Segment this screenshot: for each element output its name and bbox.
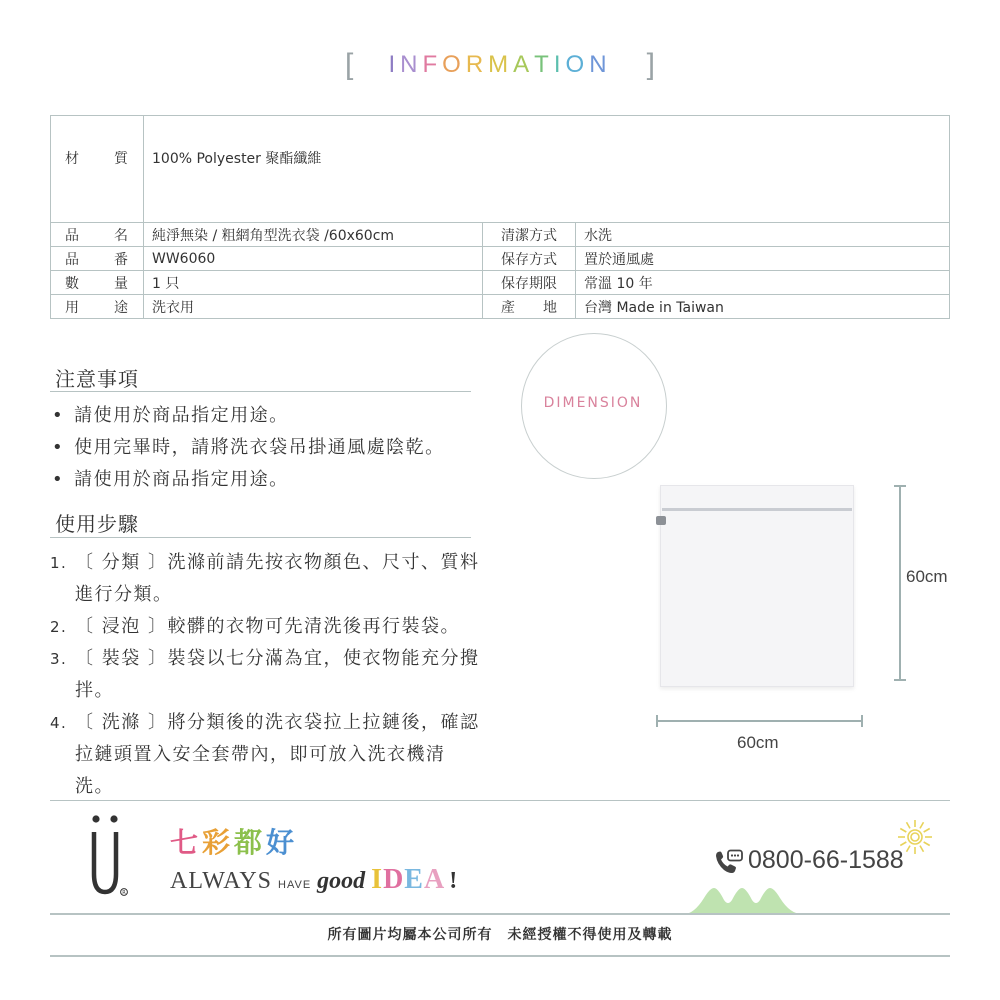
width-dimension-line: [656, 720, 862, 722]
slogan-always: ALWAYS: [170, 868, 273, 894]
storage-value: 置於通風處: [576, 247, 950, 271]
shelf-life-value: 常溫 10 年: [576, 271, 950, 295]
shelf-life-label: 保存期限: [483, 271, 576, 295]
title-letter: N: [400, 51, 423, 78]
title-letter: F: [422, 51, 443, 78]
quantity-value: 1 只: [144, 271, 483, 295]
idea-letter: D: [383, 864, 405, 895]
bag-zipper: [662, 508, 852, 511]
slogan-exclamation: !: [449, 868, 458, 894]
table-row-material: [51, 116, 950, 223]
brand-chinese-name: [170, 821, 298, 861]
title-letter: N: [589, 51, 612, 78]
hills-icon: [684, 880, 804, 914]
idea-letter: I: [371, 864, 384, 895]
name-value: 純淨無染 / 粗網角型洗衣袋 /60x60cm: [144, 223, 483, 247]
zipper-pull: [656, 516, 666, 525]
title-letter: T: [534, 51, 554, 78]
list-item: • 使用完畢時，請將洗衣袋吊掛通風處陰乾。: [50, 432, 490, 464]
code-label: 品 番: [51, 247, 144, 271]
title-letter: M: [488, 51, 514, 78]
width-line-cap: [656, 715, 658, 727]
table-row: [51, 247, 950, 271]
brand-logo-icon: [80, 810, 140, 900]
svg-text:R: R: [122, 890, 126, 896]
title-letter: A: [513, 51, 535, 78]
list-item: 3. 〔 裝袋 〕裝袋以七分滿為宜，使衣物能充分攪拌。: [50, 648, 480, 701]
phone-number: 0800-66-1588: [748, 846, 904, 874]
information-title: [388, 51, 611, 79]
name-label: 品 名: [51, 223, 144, 247]
steps-title: 使用步驟: [55, 512, 139, 536]
left-bracket: [: [345, 48, 354, 81]
quantity-label: 數 量: [51, 271, 144, 295]
brand-character: 彩: [202, 826, 235, 859]
storage-label: 保存方式: [483, 247, 576, 271]
brand-slogan: [170, 864, 457, 896]
list-item: 2. 〔 浸泡 〕較髒的衣物可先清洗後再行裝袋。: [50, 616, 460, 637]
cleaning-label: 清潔方式: [483, 223, 576, 247]
material-label: 材 質: [51, 116, 144, 223]
height-line-cap: [894, 679, 906, 681]
width-label: 60cm: [737, 733, 779, 752]
list-item: • 請使用於商品指定用途。: [50, 464, 490, 496]
list-item: 4. 〔 洗滌 〕將分類後的洗衣袋拉上拉鏈後，確認拉鏈頭置入安全套帶內，即可放入洗衣機清洗。: [50, 712, 480, 797]
slogan-have: HAVE: [278, 879, 312, 891]
idea-letter: E: [404, 864, 424, 895]
origin-label: 產 地: [483, 295, 576, 319]
usage-label: 用 途: [51, 295, 144, 319]
table-row: [51, 271, 950, 295]
material-value: 100% Polyester 聚酯纖維: [144, 116, 950, 223]
care-list: [50, 400, 490, 496]
product-info-table: [50, 115, 950, 319]
title-letter: O: [442, 51, 466, 78]
list-item: • 請使用於商品指定用途。: [50, 400, 490, 432]
footer-divider: [50, 800, 950, 801]
height-label: 60cm: [906, 567, 948, 586]
title-letter: I: [553, 51, 566, 78]
slogan-idea: [371, 864, 445, 895]
cleaning-value: 水洗: [576, 223, 950, 247]
origin-value: 台灣 Made in Taiwan: [576, 295, 950, 319]
title-letter: O: [565, 51, 590, 78]
dimension-title: DIMENSION: [543, 395, 643, 411]
footer-divider: [50, 913, 950, 915]
idea-letter: A: [423, 864, 446, 895]
care-title: 注意事項: [55, 367, 139, 391]
brand-character: 好: [266, 826, 299, 859]
table-row: [51, 295, 950, 319]
title-letter: R: [465, 51, 489, 78]
bottom-divider: [50, 955, 950, 957]
title-letter: I: [388, 51, 401, 78]
phone-icon: [714, 849, 744, 875]
information-header: [0, 48, 1000, 88]
sun-icon: [893, 815, 937, 859]
table-row: [51, 223, 950, 247]
slogan-good: good: [317, 868, 366, 894]
code-value: WW6060: [144, 247, 483, 271]
laundry-bag-image: [660, 485, 854, 687]
brand-character: 都: [234, 826, 267, 859]
right-bracket: ]: [646, 48, 655, 81]
copyright-notice: 所有圖片均屬本公司所有 未經授權不得使用及轉載: [327, 927, 673, 943]
care-divider: [50, 391, 471, 392]
usage-value: 洗衣用: [144, 295, 483, 319]
height-line-cap: [894, 485, 906, 487]
width-line-cap: [861, 715, 863, 727]
brand-character: 七: [170, 826, 203, 859]
steps-list: [50, 547, 480, 803]
steps-divider: [50, 537, 471, 538]
height-dimension-line: [899, 485, 901, 680]
list-item: 1. 〔 分類 〕洗滌前請先按衣物顏色、尺寸、質料進行分類。: [50, 552, 480, 605]
